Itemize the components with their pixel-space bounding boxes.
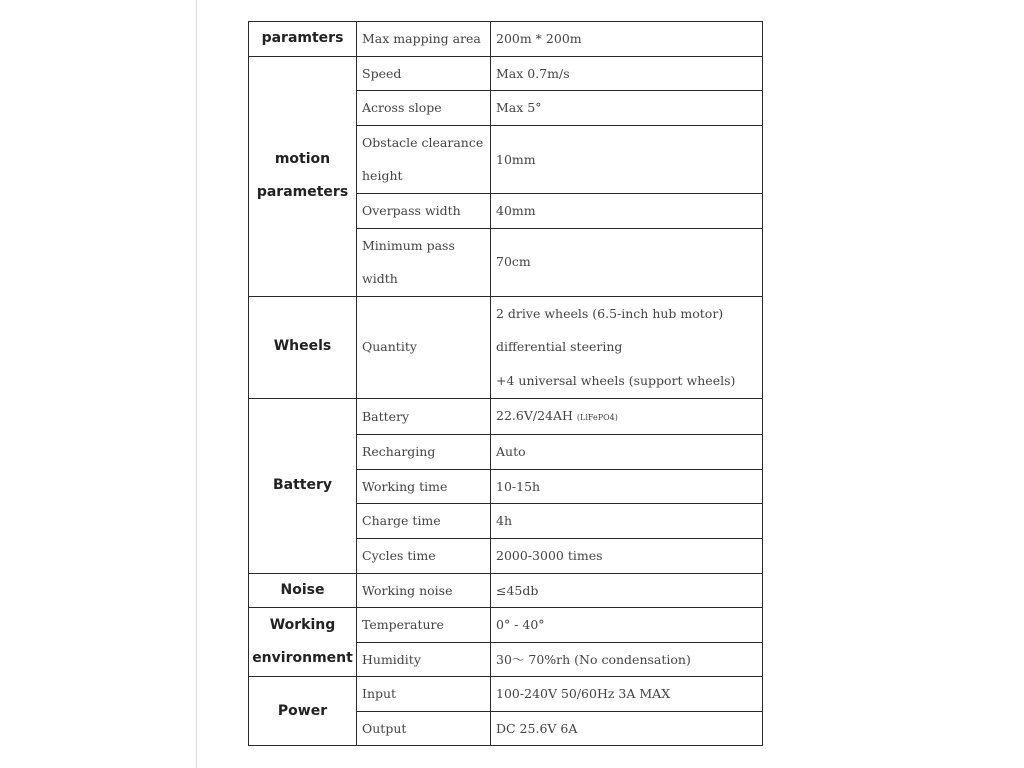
category-line: environment: [252, 650, 353, 667]
row-label: Max mapping area: [357, 22, 491, 57]
row-value: Max 5°: [491, 91, 763, 126]
row-value: 10mm: [491, 125, 763, 193]
table-row: [249, 22, 763, 57]
row-label: Working time: [357, 469, 491, 504]
row-value: 100-240V 50/60Hz 3A MAX: [491, 677, 763, 712]
table-row: [249, 677, 763, 712]
row-value-line: +4 universal wheels (support wheels): [496, 372, 736, 388]
row-value: 70cm: [491, 228, 763, 296]
row-label: Humidity: [357, 642, 491, 677]
row-value: [491, 296, 763, 398]
spec-table: [248, 21, 763, 746]
table-row: [249, 56, 763, 91]
category-motion-parameters: [249, 56, 357, 296]
row-value: 40mm: [491, 193, 763, 228]
row-value: Max 0.7m/s: [491, 56, 763, 91]
row-label: Output: [357, 711, 491, 746]
row-label: Input: [357, 677, 491, 712]
row-label: Quantity: [357, 296, 491, 398]
row-value: 30～ 70%rh (No condensation): [491, 642, 763, 677]
table-row: [249, 398, 763, 435]
row-label-line: Minimum pass: [362, 237, 455, 253]
row-value: Auto: [491, 435, 763, 470]
row-label: Battery: [357, 398, 491, 435]
page-edge-line: [196, 0, 197, 768]
row-label: Overpass width: [357, 193, 491, 228]
row-value: ≤45db: [491, 573, 763, 608]
category-paramters: paramters: [249, 22, 357, 57]
table-row: [249, 608, 763, 643]
category-working-environment: [249, 608, 357, 677]
row-label: [357, 125, 491, 193]
row-value: DC 25.6V 6A: [491, 711, 763, 746]
table-row: [249, 296, 763, 398]
row-value: 10-15h: [491, 469, 763, 504]
row-value: 0° - 40°: [491, 608, 763, 643]
category-line: Working: [269, 616, 336, 633]
row-label-line: Obstacle clearance: [362, 134, 484, 150]
row-value-line: 2 drive wheels (6.5-inch hub motor): [496, 305, 724, 321]
row-value: 2000-3000 times: [491, 538, 763, 573]
row-label: Recharging: [357, 435, 491, 470]
battery-chemistry-note: (LiFePO4): [576, 412, 618, 422]
row-value-line: differential steering: [496, 339, 623, 355]
row-label: Speed: [357, 56, 491, 91]
row-label: Working noise: [357, 573, 491, 608]
row-value: [491, 398, 763, 435]
category-battery: Battery: [249, 398, 357, 573]
battery-spec: 22.6V/24AH: [496, 407, 573, 423]
table-row: [249, 573, 763, 608]
row-value: 4h: [491, 504, 763, 539]
category-line: motion: [274, 150, 331, 167]
row-label: Temperature: [357, 608, 491, 643]
row-label-line: width: [362, 271, 398, 287]
category-line: parameters: [256, 184, 349, 201]
row-label: [357, 228, 491, 296]
category-wheels: Wheels: [249, 296, 357, 398]
category-power: Power: [249, 677, 357, 746]
row-label: Cycles time: [357, 538, 491, 573]
row-value: 200m * 200m: [491, 22, 763, 57]
row-label: Across slope: [357, 91, 491, 126]
category-noise: Noise: [249, 573, 357, 608]
row-label: Charge time: [357, 504, 491, 539]
row-label-line: height: [362, 168, 403, 184]
